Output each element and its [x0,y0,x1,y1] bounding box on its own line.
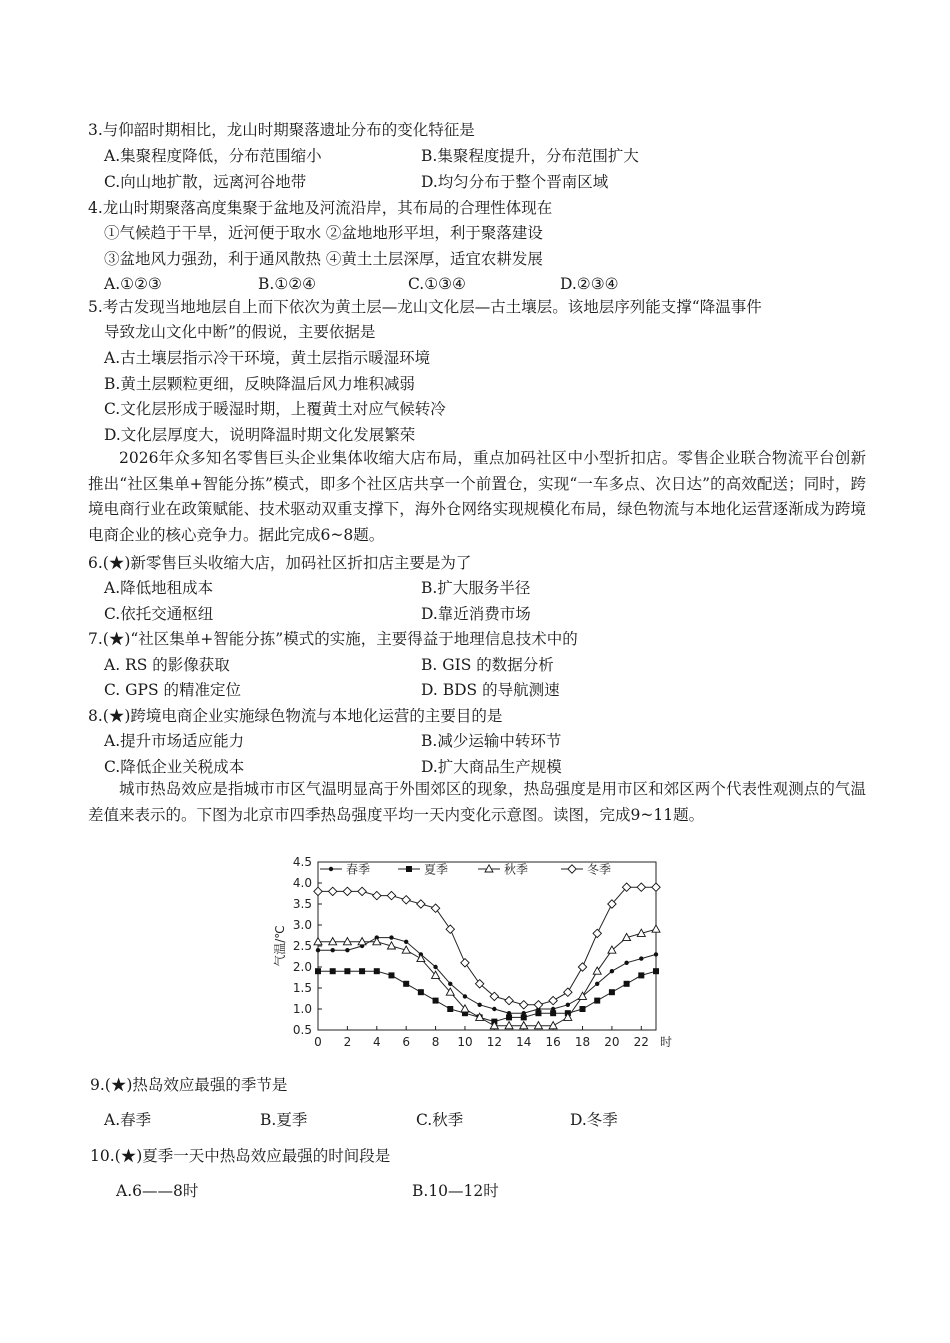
x-tick-label: 16 [545,1035,561,1049]
q7-option-a: A. RS 的影像获取 [104,656,230,674]
series-point-3 [637,883,645,891]
y-tick-label: 3.0 [292,918,312,932]
series-point-1 [535,1010,541,1016]
series-point-1 [609,989,615,995]
series-point-1 [433,998,439,1004]
heat-island-chart [268,852,678,1062]
series-point-3 [593,929,601,937]
x-tick-label: 22 [633,1035,649,1049]
series-point-1 [638,972,644,978]
legend-label-0: 春季 [346,862,371,877]
x-tick-label: 8 [431,1035,440,1049]
series-point-2 [417,954,425,961]
series-point-0 [404,940,408,944]
series-point-3 [446,925,454,933]
q5-stem-line-2: 导致龙山文化中断”的假说，主要依据是 [104,323,376,341]
series-point-1 [447,1006,453,1012]
legend-marker-1 [406,866,412,872]
q5-stem-line-1: 5.考古发现当地地层自上而下依次为黄土层—龙山文化层—古土壤层。该地层序列能支撑“降温事件 [88,298,762,316]
series-point-2 [579,992,587,999]
x-tick-label: 20 [604,1035,620,1049]
q6-stem: 6.(★)新零售巨头收缩大店，加码社区折扣店主要是为了 [88,554,472,572]
series-point-0 [595,982,599,986]
series-point-2 [329,938,337,945]
series-point-0 [566,1003,570,1007]
series-point-0 [389,935,393,939]
series-point-3 [431,904,439,912]
series-point-3 [578,963,586,971]
x-tick-label: 4 [372,1035,381,1049]
series-point-0 [463,994,467,998]
plot-frame [318,862,656,1030]
q10-option-a: A.6——8时 [116,1182,199,1200]
series-point-3 [505,996,513,1004]
q7-option-d: D. BDS 的导航测速 [421,681,560,699]
series-line-3 [318,887,656,1005]
series-point-2 [549,1022,557,1029]
series-point-0 [433,965,437,969]
series-point-1 [594,998,600,1004]
legend-label-3: 冬季 [587,862,612,877]
series-point-1 [403,981,409,987]
series-point-3 [549,996,557,1004]
x-tick-label: 10 [457,1035,473,1049]
series-point-0 [624,961,628,965]
series-point-1 [624,981,630,987]
series-point-0 [639,956,643,960]
q7-option-c: C. GPS 的精准定位 [104,681,242,699]
q8-option-c: C.降低企业关税成本 [104,758,245,776]
q4-stem: 4.龙山时期聚落高度集聚于盆地及河流沿岸，其布局的合理性体现在 [88,199,553,217]
series-point-0 [448,982,452,986]
q3-stem: 3.与仰韶时期相比，龙山时期聚落遗址分布的变化特征是 [88,121,475,139]
q4-option-d: D.②③④ [560,275,619,293]
q4-option-b: B.①②④ [258,275,317,293]
q9-option-c: C.秋季 [416,1111,464,1129]
series-point-1 [388,972,394,978]
series-point-0 [610,969,614,973]
series-point-2 [343,938,351,945]
series-point-3 [387,891,395,899]
q4-option-c: C.①③④ [408,275,466,293]
series-point-2 [520,1022,528,1029]
series-point-1 [374,968,380,974]
series-point-3 [461,959,469,967]
series-point-2 [314,938,322,945]
series-point-3 [417,900,425,908]
y-axis-label: 气温/℃ [273,925,287,967]
q3-option-c: C.向山地扩散，远离河谷地带 [104,173,307,191]
x-tick-label: 0 [314,1035,322,1049]
series-point-2 [652,925,660,932]
q6-option-a: A.降低地租成本 [104,579,214,597]
series-point-0 [492,1007,496,1011]
series-point-1 [330,968,336,974]
q3-option-b: B.集聚程度提升，分布范围扩大 [421,147,639,165]
q3-option-a: A.集聚程度降低，分布范围缩小 [104,147,322,165]
q6-option-d: D.靠近消费市场 [421,605,531,623]
legend-marker-3 [568,865,576,873]
series-point-3 [402,896,410,904]
series-point-3 [343,887,351,895]
legend-marker-2 [485,865,493,872]
q6-option-b: B.扩大服务半径 [421,579,531,597]
series-point-0 [477,1003,481,1007]
q5-option-a: A.古土壤层指示冷干环境，黄土层指示暖湿环境 [104,349,431,367]
series-point-0 [316,948,320,952]
y-tick-label: 3.5 [292,897,312,911]
series-point-1 [580,1006,586,1012]
series-point-1 [344,968,350,974]
y-tick-label: 2.0 [292,960,312,974]
y-tick-label: 4.5 [292,855,312,869]
series-point-1 [315,968,321,974]
q10-stem: 10.(★)夏季一天中热岛效应最强的时间段是 [90,1147,391,1165]
legend-label-2: 秋季 [504,862,529,877]
y-tick-label: 0.5 [292,1023,312,1037]
series-point-3 [534,1001,542,1009]
y-tick-label: 1.5 [292,981,312,995]
series-point-1 [359,968,365,974]
q9-option-a: A.春季 [104,1111,152,1129]
series-point-0 [345,948,349,952]
q6-option-c: C.依托交通枢纽 [104,605,214,623]
q9-stem: 9.(★)热岛效应最强的季节是 [90,1076,288,1094]
q9-option-b: B.夏季 [260,1111,308,1129]
x-tick-label: 2 [343,1035,352,1049]
series-point-0 [654,952,658,956]
x-tick-label: 14 [516,1035,532,1049]
legend-marker-0 [329,867,333,871]
series-point-2 [608,946,616,953]
q4-statement-line-1: ①气候趋于干旱，近河便于取水 ②盆地地形平坦，利于聚落建设 [104,224,543,242]
q8-stem: 8.(★)跨境电商企业实施绿色物流与本地化运营的主要目的是 [88,707,503,725]
q9-option-d: D.冬季 [570,1111,618,1129]
series-point-2 [358,938,366,945]
y-tick-label: 4.0 [292,876,312,890]
legend-label-1: 夏季 [424,862,449,877]
retail-passage: 2026年众多知名零售巨头企业集体收缩大店布局，重点加码社区中小型折扣店。零售企业联合物流平台创新推出“社区集单+智能分拣”模式，即多个社区店共享一个前置仓，实现“一车多点、次日达”的高效配送；同时，跨境电商行业在政策赋能、技术驱动双重支撑下，海外仓网络实现规模化布局，绿色物流与本地化运营逐渐成为跨境电商企业的核心竞争力。据此完成6~8题。 [88,449,866,544]
q8-option-a: A.提升市场适应能力 [104,732,245,750]
q4-option-a: A.①②③ [104,275,162,293]
series-point-3 [314,887,322,895]
x-tick-label: 12 [486,1035,502,1049]
q5-option-d: D.文化层厚度大，说明降温时期文化发展繁荣 [104,426,416,444]
series-point-1 [418,989,424,995]
y-tick-label: 1.0 [292,1002,312,1016]
x-tick-label: 6 [402,1035,410,1049]
series-point-3 [373,891,381,899]
series-point-1 [653,968,659,974]
series-point-0 [330,948,334,952]
q3-option-d: D.均匀分布于整个晋南区域 [421,173,609,191]
series-point-3 [652,883,660,891]
series-point-3 [520,1001,528,1009]
series-line-0 [318,938,656,1014]
heat-island-passage: 城市热岛效应是指城市市区气温明显高于外围郊区的现象，热岛强度是用市区和郊区两个代表性观测点的气温差值来表示的。下图为北京市四季热岛强度平均一天内变化示意图。读图，完成9~11题。 [88,780,866,824]
q8-option-b: B.减少运输中转环节 [421,732,562,750]
x-tick-label: 18 [574,1035,591,1049]
q7-option-b: B. GIS 的数据分析 [421,656,554,674]
q5-option-c: C.文化层形成于暖湿时期，上覆黄土对应气候转冷 [104,400,446,418]
q4-statement-line-2: ③盆地风力强劲，利于通风散热 ④黄土土层深厚，适宜农耕发展 [104,250,543,268]
series-line-1 [318,971,656,1021]
series-point-2 [505,1022,513,1029]
q7-stem: 7.(★)“社区集单+智能分拣”模式的实施，主要得益于地理信息技术中的 [88,630,578,648]
series-point-1 [550,1010,556,1016]
series-point-1 [521,1014,527,1020]
q5-option-b: B.黄土层颗粒更细，反映降温后风力堆积减弱 [104,375,415,393]
q8-option-d: D.扩大商品生产规模 [421,758,562,776]
q10-option-b: B.10—12时 [412,1182,499,1200]
series-point-2 [593,967,601,974]
y-tick-label: 2.5 [292,939,312,953]
x-axis-unit: 时 [659,1035,673,1049]
series-point-3 [358,887,366,895]
series-point-3 [328,887,336,895]
series-point-1 [506,1014,512,1020]
series-point-3 [564,988,572,996]
series-point-2 [534,1022,542,1029]
